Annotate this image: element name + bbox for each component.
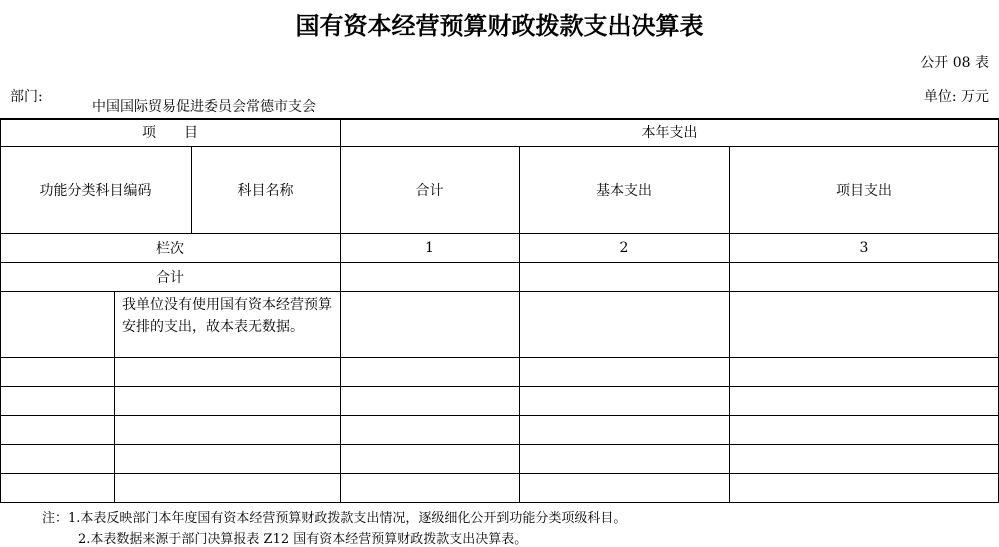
page-title: 国有资本经营预算财政拨款支出决算表 (295, 11, 704, 40)
form-number: 公开 08 表 (920, 55, 989, 71)
table-border-bottom (0, 502, 999, 503)
row-line (0, 415, 999, 416)
row-total-label: 合计 (156, 269, 184, 286)
footnote-2: 2.本表数据来源于部门决算报表 Z12 国有资本经营预算财政拨款支出决算表。 (78, 532, 528, 547)
no-data-note: 我单位没有使用国有资本经营预算安排的支出，故本表无数据。 (122, 297, 332, 335)
header-item: 项 目 (142, 125, 198, 141)
header-current-year: 本年支出 (641, 125, 698, 141)
col-line (114, 291, 115, 503)
row-index-2: 2 (619, 239, 629, 256)
row-line (0, 444, 999, 445)
unit-label: 单位: 万元 (923, 89, 989, 105)
department-name: 中国国际贸易促进委员会常德市支会 (92, 99, 316, 115)
column-header-name: 科目名称 (237, 182, 294, 199)
row-line (0, 357, 999, 358)
row-index-3: 3 (859, 239, 869, 256)
row-index-label: 栏次 (156, 240, 184, 257)
column-header-project: 项目支出 (836, 182, 892, 199)
column-header-total: 合计 (415, 182, 444, 199)
row-line (0, 473, 999, 474)
row-index-1: 1 (425, 239, 434, 256)
row-line (0, 386, 999, 387)
department-label: 部门: (10, 89, 43, 105)
row-line (0, 291, 999, 292)
column-header-basic: 基本支出 (596, 182, 652, 199)
footnote-1: 注：1.本表反映部门本年度国有资本经营预算财政拨款支出情况，逐级细化公开到功能分类项级科目。 (42, 511, 627, 526)
column-header-code: 功能分类科目编码 (39, 182, 152, 199)
expenditure-table (0, 118, 999, 503)
